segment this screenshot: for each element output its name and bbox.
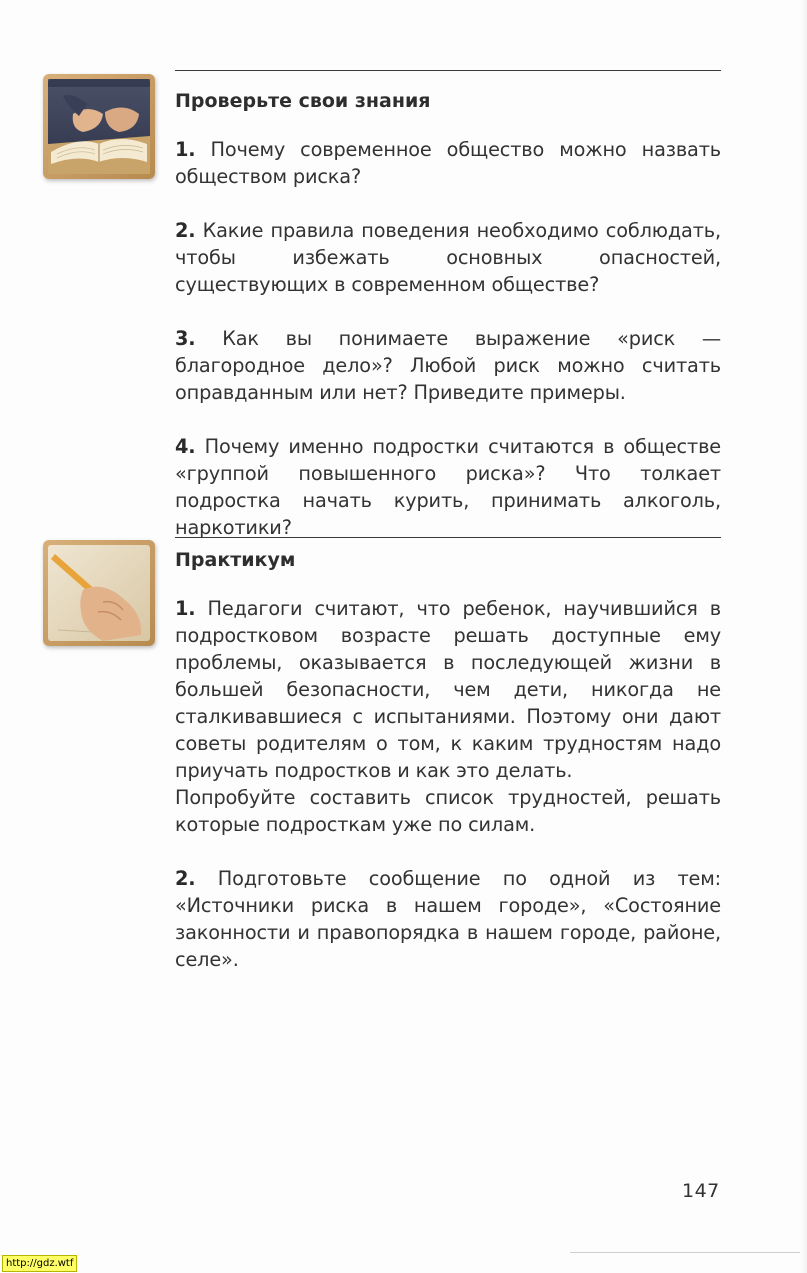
question-number: 4. (175, 435, 196, 458)
question-text: Почему именно подростки считаются в обществе «группой повышенного риска»? Что толкает подростка начать курить, принимать алкоголь, наркотики? (175, 435, 721, 539)
section-check-title: Проверьте свои знания (175, 90, 431, 112)
practicum-text-continuation: Попробуйте составить список трудностей, решать которые подросткам уже по силам. (175, 786, 721, 836)
section-practicum-title: Практикум (175, 549, 296, 571)
section-check-top-rule (175, 70, 721, 71)
section-practicum-top-rule (175, 537, 721, 538)
question-text: Какие правила поведения необходимо соблюдать, чтобы избежать основных опасностей, существующих в современном обществе? (175, 219, 721, 296)
practicum-item-1 (175, 595, 721, 838)
question-item-4 (175, 433, 721, 541)
bottom-edge-line (570, 1252, 800, 1253)
practicum-text: Педагоги считают, что ребенок, научившийся в подростковом возрасте решать доступные ему проблемы, оказывается в последующей жизни в большей безопасности, чем дети, никогда не сталкивавшиеся с испытаниями. Поэтому они дают советы родителям о том, к каким трудностям надо приучать подростков и как это делать. (175, 597, 721, 782)
page-number: 147 (682, 1180, 720, 1202)
practicum-text: Подготовьте сообщение по одной из тем: «Источники риска в нашем городе», «Состояние законности и правопорядка в нашем городе, районе, селе». (175, 867, 721, 971)
question-number: 3. (175, 327, 196, 350)
question-number: 2. (175, 219, 196, 242)
page-edge-shadow (801, 0, 807, 1273)
question-text: Почему современное общество можно назвать обществом риска? (175, 138, 722, 188)
practicum-number: 1. (175, 597, 196, 620)
watermark-url-link[interactable]: http://gdz.wtf (2, 1255, 77, 1272)
question-item-3 (175, 325, 721, 406)
practicum-number: 2. (175, 867, 196, 890)
question-item-2 (175, 217, 721, 298)
question-number: 1. (175, 138, 196, 161)
question-text: Как вы понимаете выражение «риск — благородное дело»? Любой риск можно считать оправданным или нет? Приведите примеры. (175, 327, 722, 404)
section-check-your-knowledge (175, 88, 721, 541)
question-item-1 (175, 136, 721, 190)
practicum-item-2 (175, 865, 721, 973)
hand-writing-pencil-icon (43, 540, 155, 646)
open-book-reading-icon (43, 74, 155, 179)
section-practicum (175, 547, 721, 1000)
